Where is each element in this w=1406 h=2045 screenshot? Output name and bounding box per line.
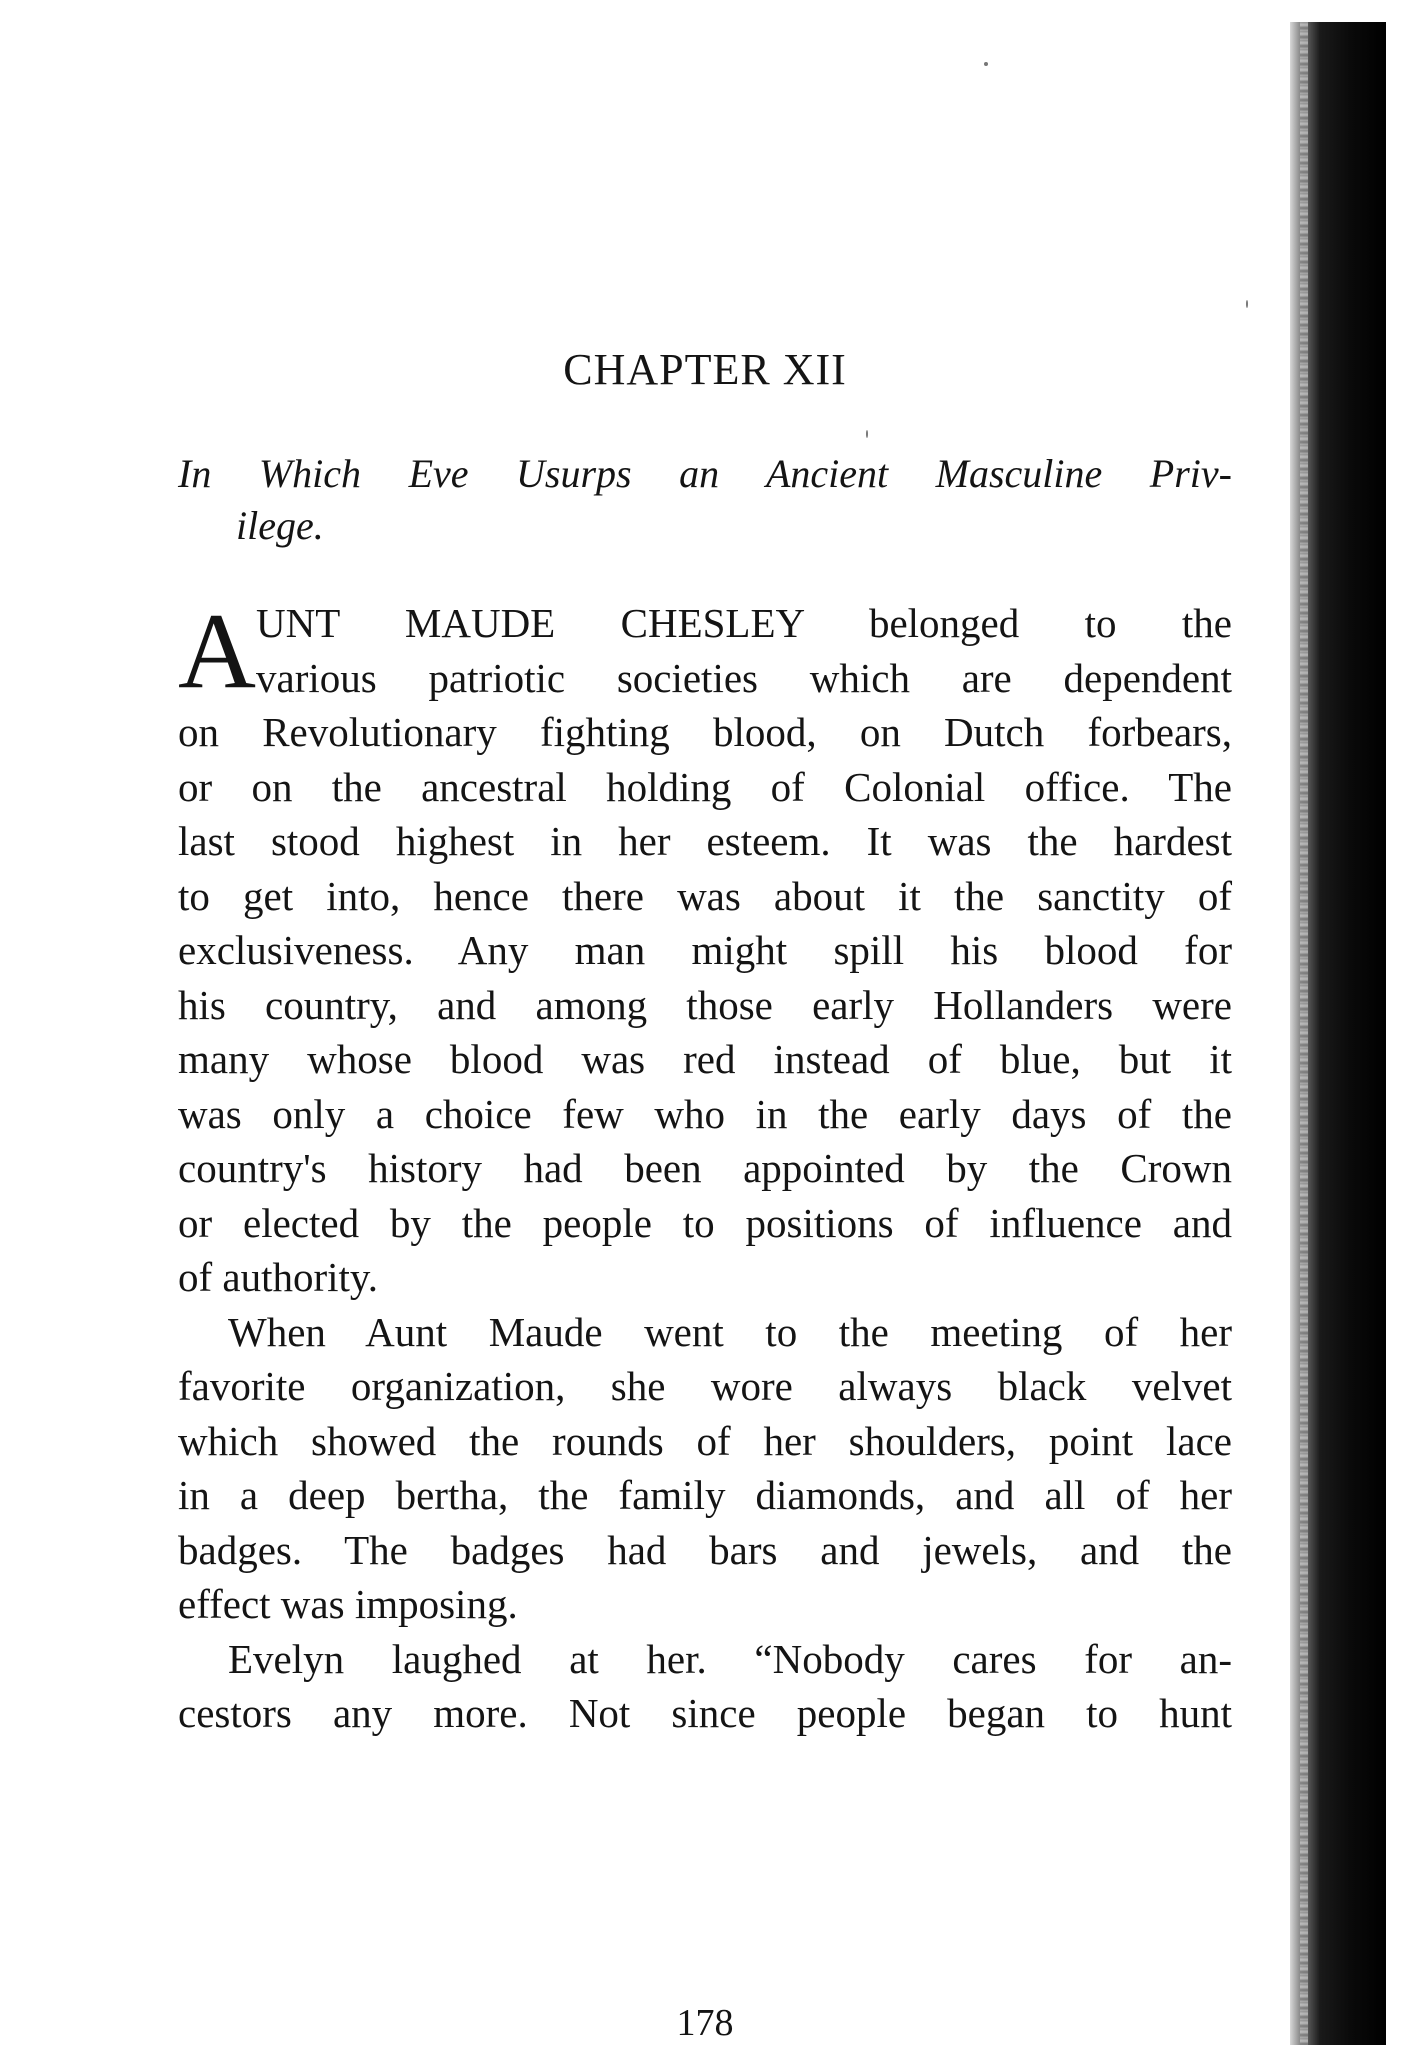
text-line: of authority. <box>178 1254 379 1300</box>
text-line: various patriotic societies which are dependent <box>256 654 1232 701</box>
drop-cap: A <box>178 592 256 711</box>
text-line: or on the ancestral holding of Colonial office. The <box>178 763 1232 810</box>
text-line: exclusiveness. Any man might spill his blood for <box>178 927 1232 973</box>
text-line: to get into, hence there was about it the sanctity of <box>178 872 1232 919</box>
chapter-subtitle <box>178 448 1232 552</box>
text-line: country's history had been appointed by the Crown <box>178 1145 1232 1191</box>
text-line: his country, and among those early Hollanders were <box>178 981 1232 1028</box>
body-text <box>178 592 1232 1741</box>
text-line: or elected by the people to positions of influence and <box>178 1199 1232 1246</box>
text-line: cestors any more. Not since people began to hunt <box>178 1690 1232 1736</box>
binding-edge <box>1300 22 1308 2045</box>
subtitle-line: ilege. <box>236 503 324 548</box>
text-line: UNT MAUDE CHESLEY belonged to the <box>256 600 1232 646</box>
text-line: in a deep bertha, the family diamonds, and all of her <box>178 1472 1232 1518</box>
text-line: badges. The badges had bars and jewels, and the <box>178 1526 1232 1573</box>
text-line: favorite organization, she wore always black velvet <box>178 1363 1232 1409</box>
text-line: effect was imposing. <box>178 1581 518 1627</box>
text-line: on Revolutionary fighting blood, on Dutch forbears, <box>178 709 1232 755</box>
text-line: Evelyn laughed at her. “Nobody cares for an- <box>228 1635 1232 1682</box>
text-line: was only a choice few who in the early days of the <box>178 1090 1232 1137</box>
text-line: When Aunt Maude went to the meeting of her <box>228 1308 1232 1355</box>
chapter-heading: CHAPTER XII <box>563 345 847 394</box>
subtitle-line: In Which Eve Usurps an Ancient Masculine Priv- <box>178 451 1232 496</box>
text-line: which showed the rounds of her shoulders, point lace <box>178 1417 1232 1464</box>
text-line: last stood highest in her esteem. It was the hardest <box>178 818 1232 864</box>
paper-speck <box>984 62 988 66</box>
text-line: many whose blood was red instead of blue, but it <box>178 1036 1232 1082</box>
paper-speck <box>866 430 868 438</box>
paper-speck <box>1246 300 1248 308</box>
page-number: 178 <box>676 2002 734 2044</box>
